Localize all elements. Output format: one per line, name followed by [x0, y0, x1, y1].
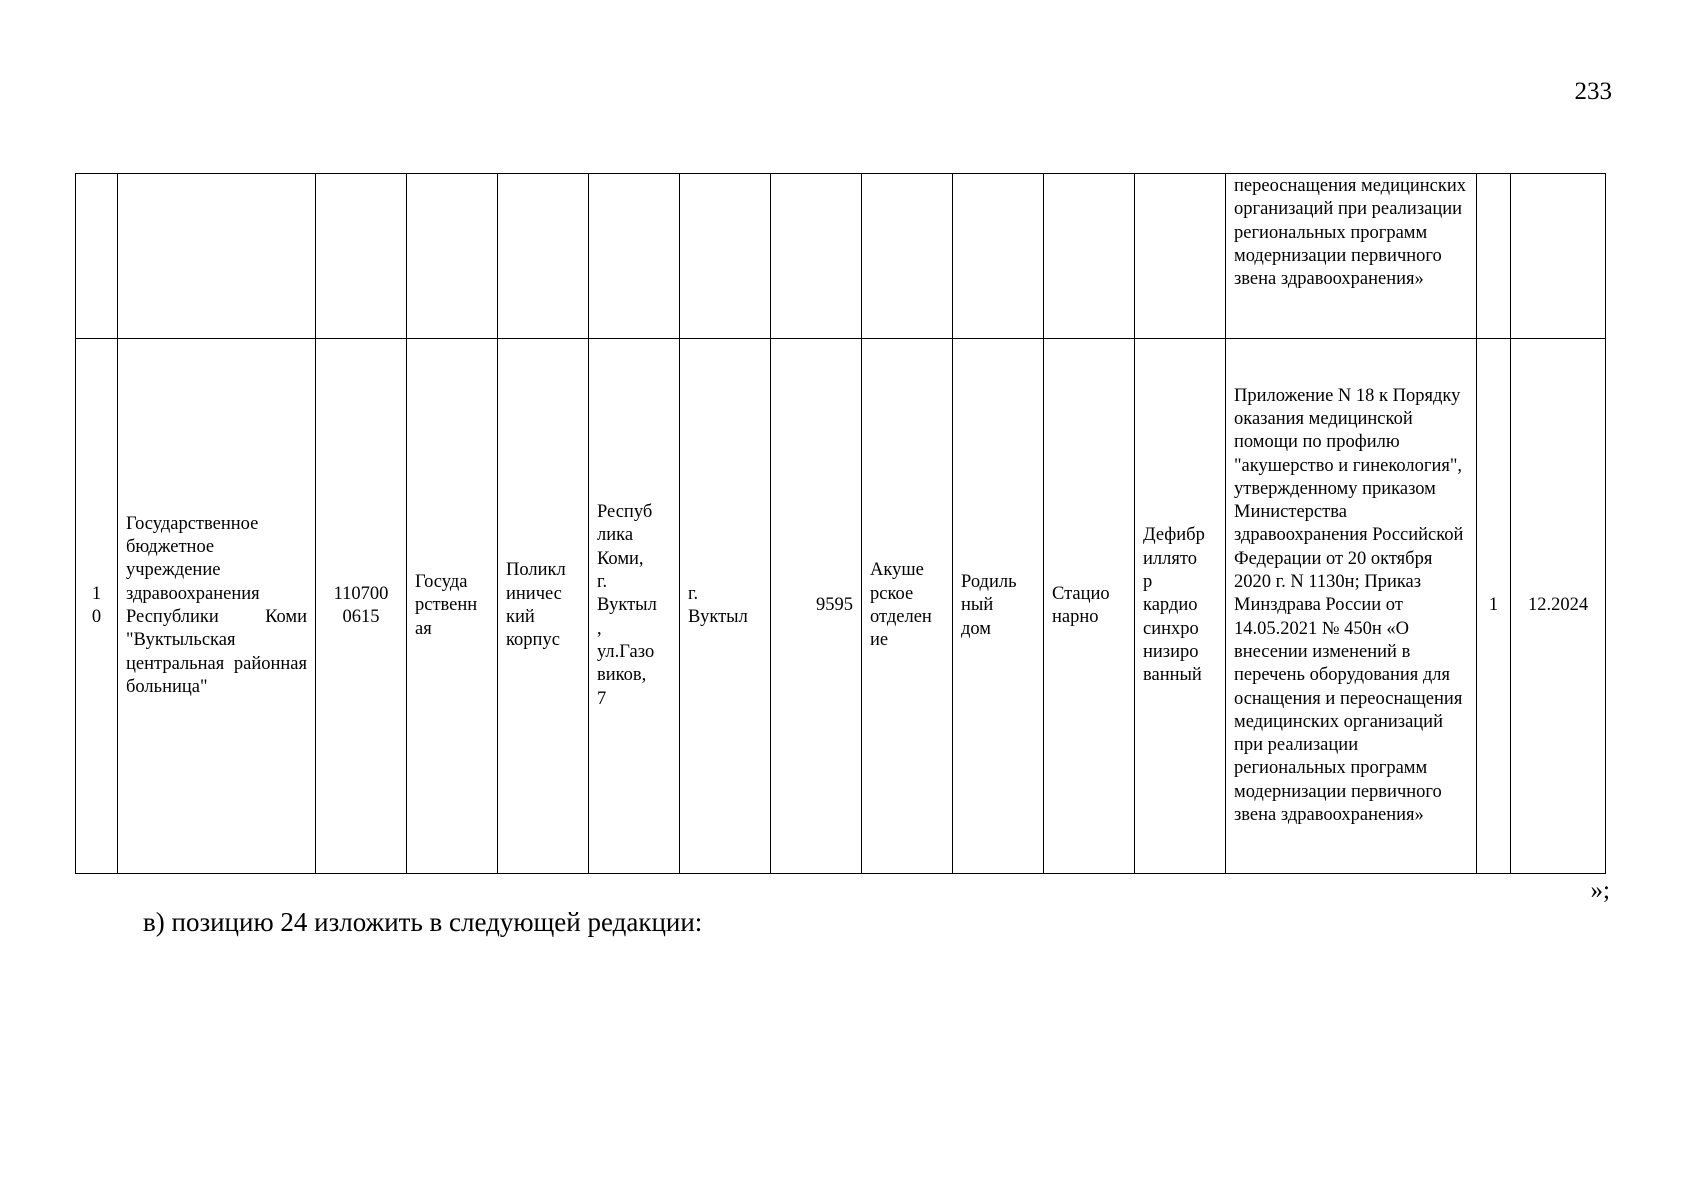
table-row: [76, 339, 1606, 874]
cell-deadline: 12.2024: [1511, 339, 1606, 874]
cell-basis-continued: переоснащения медицинских организаций при реализации региональных программ модернизации первичного звена здравоохранения»: [1226, 174, 1477, 339]
cell-empty: [498, 174, 589, 339]
cell-empty: [862, 174, 953, 339]
cell-ownership: Госуда рственн ая: [407, 339, 498, 874]
cell-empty: [1511, 174, 1606, 339]
cell-quantity: 1: [1477, 339, 1511, 874]
cell-address: Респуб лика Коми, г. Вуктыл , ул.Газо виков, 7: [589, 339, 680, 874]
cell-population: 9595: [771, 339, 862, 874]
amendment-paragraph: в) позицию 24 изложить в следующей редакции:: [143, 907, 703, 937]
cell-empty: [118, 174, 316, 339]
cell-empty: [771, 174, 862, 339]
cell-locality: г. Вуктыл: [680, 339, 771, 874]
cell-empty: [1477, 174, 1511, 339]
cell-empty: [953, 174, 1044, 339]
cell-organization: Государственное бюджетное учреждение здравоохранения Республики Коми "Вуктыльская центральная районная больница": [118, 339, 316, 874]
cell-empty: [680, 174, 771, 339]
cell-empty: [589, 174, 680, 339]
cell-building: Поликл иничес кий корпус: [498, 339, 589, 874]
cell-equipment: Дефибр иллято р кардио синхро низиро ванный: [1135, 339, 1226, 874]
cell-empty: [1135, 174, 1226, 339]
cell-empty: [316, 174, 407, 339]
cell-row-number: 1 0: [76, 339, 118, 874]
equipment-table: [75, 173, 1606, 874]
cell-care-form: Стацио нарно: [1044, 339, 1135, 874]
cell-empty: [76, 174, 118, 339]
cell-empty: [1044, 174, 1135, 339]
cell-basis: Приложение N 18 к Порядку оказания медицинской помощи по профилю "акушерство и гинекология", утвержденному приказом Министерства здравоохранения Российской Федерации от 20 октября 2020 г. N 1130н; Приказ Минздрава России от 14.05.2021 № 450н «О внесении изменений в перечень оборудования для оснащения и переоснащения медицинских организаций при реализации региональных программ модернизации первичного звена здравоохранения»: [1226, 339, 1477, 874]
cell-unit: Родиль ный дом: [953, 339, 1044, 874]
cell-code: 110700 0615: [316, 339, 407, 874]
page-number: 233: [1574, 78, 1612, 105]
closing-quote: »;: [1590, 877, 1610, 904]
cell-empty: [407, 174, 498, 339]
cell-department: Акуше рское отделен ие: [862, 339, 953, 874]
table-row-continuation: [76, 174, 1606, 339]
